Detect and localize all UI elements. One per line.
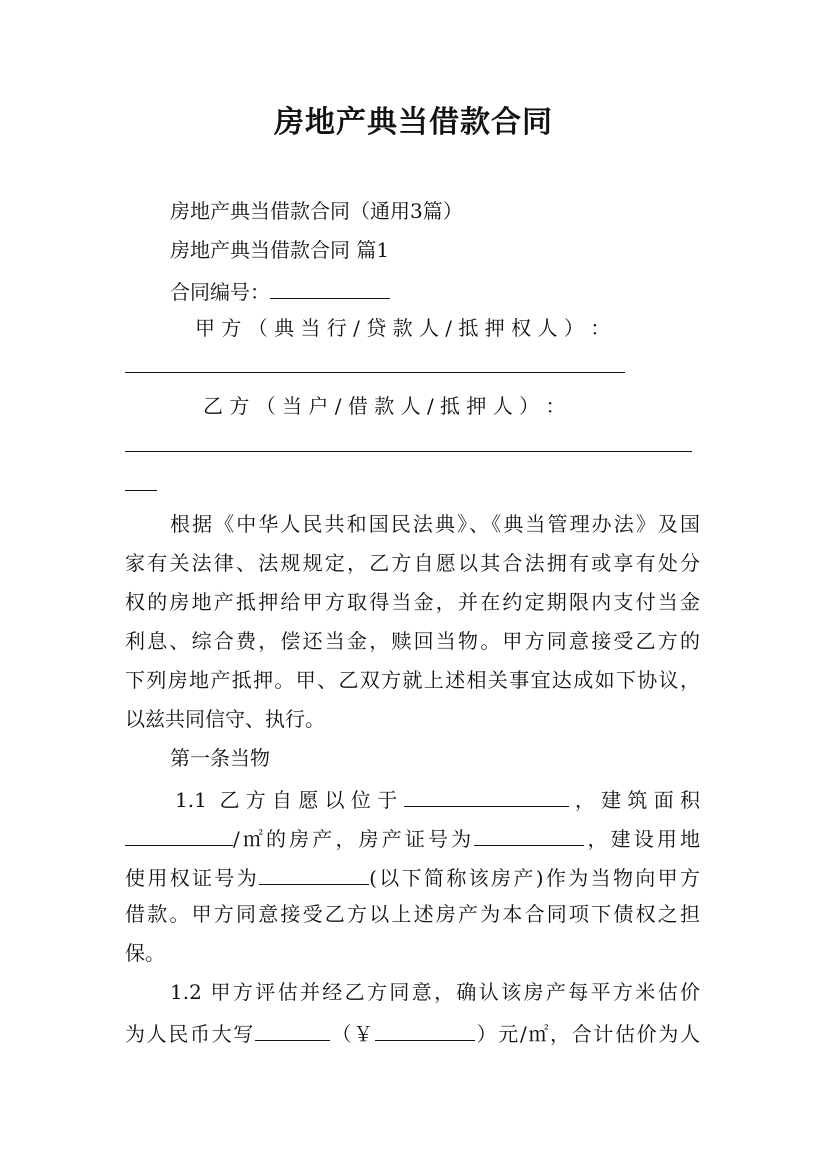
clause-text: ，建设用地 <box>584 827 700 851</box>
party-a-label: 甲 方 （ 典 当 行 / 贷 款 人 / 抵 押 权 人 ） ： <box>195 316 611 340</box>
preamble-line: 利息、综合费，偿还当金，赎回当物。甲方同意接受乙方的 <box>125 629 700 653</box>
address-blank <box>404 778 569 807</box>
clause-text: （￥ <box>329 1022 375 1046</box>
clause-text: 使用权证号为 <box>125 866 260 890</box>
clause-text: /㎡的房产，房产证号为 <box>233 827 475 851</box>
clause-text: 1.1 乙方自愿以位于 <box>175 788 404 812</box>
document-subtitle: 房地产典当借款合同（通用3篇） <box>170 199 463 223</box>
clause-text: ，建筑面积 <box>568 788 701 812</box>
preamble-line: 根据《中华人民共和国民法典》、《典当管理办法》及国 <box>170 512 700 536</box>
contract-number-blank <box>270 270 390 299</box>
party-a-blank <box>125 372 625 373</box>
contract-number-label: 合同编号： <box>170 280 270 304</box>
clause-1-1-line-4: 借款。甲方同意接受乙方以上述房产为本合同项下债权之担 <box>125 902 700 926</box>
clause-1-1-line-1 <box>175 778 700 819</box>
preamble-line: 家有关法律、法规规定，乙方自愿以其合法拥有或享有处分 <box>125 551 700 575</box>
party-b-blank <box>125 451 692 452</box>
article-1-heading: 第一条当物 <box>170 746 270 770</box>
clause-1-1-line-3 <box>125 856 700 897</box>
clause-1-1-line-5: 保。 <box>125 941 165 965</box>
clause-text: 为人民币大写 <box>125 1022 255 1046</box>
preamble-line: 权的房地产抵押给甲方取得当金，并在约定期限内支付当金 <box>125 590 700 614</box>
clause-text: (以下简称该房产)作为当物向甲方 <box>369 866 701 890</box>
clause-1-1-line-2 <box>125 817 700 858</box>
price-figures-blank <box>375 1012 475 1041</box>
preamble-line: 以兹共同信守、执行。 <box>125 707 325 731</box>
preamble-line: 下列房地产抵押。甲、乙双方就上述相关事宜达成如下协议， <box>125 668 700 692</box>
property-cert-blank <box>474 817 584 846</box>
clause-1-2-line-2 <box>125 1012 700 1053</box>
land-cert-blank <box>259 856 369 885</box>
chapter-heading: 房地产典当借款合同 篇1 <box>170 238 390 262</box>
clause-1-2-line-1: 1.2 甲方评估并经乙方同意，确认该房产每平方米估价 <box>170 980 700 1004</box>
clause-text: ）元/㎡，合计估价为人 <box>474 1022 701 1046</box>
party-b-blank-continued <box>125 490 157 491</box>
area-blank <box>125 817 233 846</box>
document-title: 房地产典当借款合同 <box>274 105 553 140</box>
price-words-blank <box>255 1012 330 1041</box>
contract-number-row <box>170 270 700 311</box>
party-b-label: 乙 方 （ 当 户 / 借 款 人 / 抵 押 人 ） ： <box>203 394 566 418</box>
